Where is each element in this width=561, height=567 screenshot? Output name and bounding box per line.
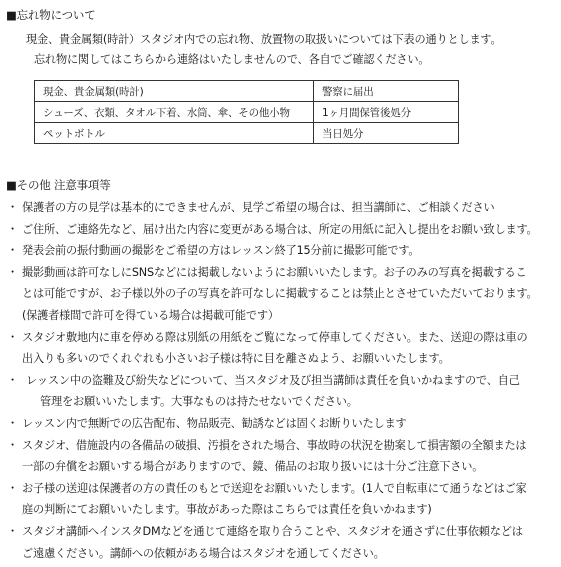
list-item-continuation <box>0 499 561 521</box>
bullet-icon: ・ <box>7 265 18 279</box>
section-heading-lost-items: ■忘れ物について <box>6 8 96 22</box>
list-item <box>0 370 561 392</box>
list-item <box>0 240 561 262</box>
bullet-icon: ・ <box>7 330 18 344</box>
list-item-continuation <box>0 348 561 370</box>
table-cell-handling: 1ヶ月間保管後処分 <box>314 102 459 123</box>
bullet-icon: ・ <box>7 373 18 387</box>
list-item-text: 一部の弁償をお願いする場合がありますので、鏡、備品のお取り扱いには十分ご注意下さい。 <box>22 460 484 474</box>
table-cell-item: シューズ、衣類、タオル下着、水筒、傘、その他小物 <box>35 102 314 123</box>
section-heading-other-notes: ■その他 注意事項等 <box>6 178 111 192</box>
list-item-text: お子様の送迎は保護者の方の責任のもとで送迎をお願いいたします。(1人で自転車にて通うなどはご家 <box>22 481 527 495</box>
list-item-text: レッスン内で無断での広告配布、物品販売、勧誘などは固くお断りいたします <box>22 416 407 430</box>
bullet-icon: ・ <box>7 438 18 452</box>
list-item-continuation <box>0 543 561 565</box>
list-item-continuation <box>0 283 561 305</box>
table-row <box>35 102 459 123</box>
list-item-text: 管理をお願いいたします。大事なものは持たせないでください。 <box>40 395 358 409</box>
lost-items-intro-paragraph: 現金、貴金属類(時計）スタジオ内での忘れ物、放置物の取扱いについては下表の通りとします。 <box>26 33 502 46</box>
list-item <box>0 413 561 435</box>
list-item <box>0 478 561 500</box>
list-item-continuation <box>0 456 561 478</box>
bullet-icon: ・ <box>7 481 18 495</box>
bullet-icon: ・ <box>7 416 18 430</box>
table-cell-item: 現金、貴金属類(時計) <box>35 81 314 102</box>
list-item-text: 保護者の方の見学は基本的にできませんが、見学ご希望の場合は、担当講師に、ご相談ください <box>22 201 495 214</box>
list-item-text: レッスン中の盗難及び紛失などについて、当スタジオ及び担当講師は責任を負いかねますので、自己 <box>26 373 520 387</box>
table-row <box>35 81 459 102</box>
list-item-continuation <box>0 391 561 413</box>
list-item-text: (保護者様間で許可を得ている場合は掲載可能です） <box>22 308 279 322</box>
bullet-icon: ・ <box>7 524 18 538</box>
list-item <box>0 219 561 241</box>
list-item-text: スタジオ、借施設内の各備品の破損、汚損をされた場合、事故時の状況を勘案して損害額の全額または <box>22 438 527 452</box>
list-item-text: 撮影動画は許可なしにSNSなどには掲載しないようにお願いいたします。お子のみの写真を掲載するこ <box>22 265 527 279</box>
table-cell-item: ペットボトル <box>35 123 314 144</box>
list-item <box>0 327 561 349</box>
bullet-icon: ・ <box>7 244 18 258</box>
bullet-icon: ・ <box>7 222 18 236</box>
list-item <box>0 262 561 284</box>
list-item <box>0 435 561 457</box>
list-item-text: スタジオ敷地内に車を停める際は別紙の用紙をご覧になって停車してください。また、送迎の際は車の <box>22 330 528 344</box>
list-item-text: 出入りも多いのでくれぐれも小さいお子様は特に目を離さぬよう、お願いいたします。 <box>22 352 450 366</box>
list-item-text: スタジオ講師へインスタDMなどを通じて連絡を取り合うことや、スタジオを通さずに仕事依頼などは <box>22 524 523 538</box>
lost-items-table <box>34 80 459 144</box>
list-item <box>0 197 561 219</box>
lost-items-note-paragraph: 忘れ物に関してはこちらから連絡はいたしませんので、各自でご確認ください。 <box>34 53 430 66</box>
notes-list <box>0 197 561 564</box>
list-item-text: 発表会前の振付動画の撮影をご希望の方はレッスン終了15分前に撮影可能です。 <box>22 244 420 258</box>
list-item-continuation <box>0 305 561 327</box>
list-item-text: ご住所、ご連絡先など、届け出た内容に変更がある場合は、所定の用紙に記入し提出をお願い致します。 <box>22 222 538 236</box>
table-row <box>35 123 459 144</box>
list-item <box>0 521 561 543</box>
table-cell-handling: 警察に届出 <box>314 81 459 102</box>
bullet-icon: ・ <box>7 201 18 214</box>
list-item-text: ご遠慮ください。講師への依頼がある場合はスタジオを通してください。 <box>22 546 385 560</box>
list-item-text: とは可能ですが、お子様以外の子の写真を許可なしに掲載することは禁止とさせていただいております。 <box>22 287 538 301</box>
list-item-text: 庭の判断にてお願いいたします。事故があった際はこちらでは責任を負いかねます) <box>22 503 432 517</box>
table-cell-handling: 当日処分 <box>314 123 459 144</box>
